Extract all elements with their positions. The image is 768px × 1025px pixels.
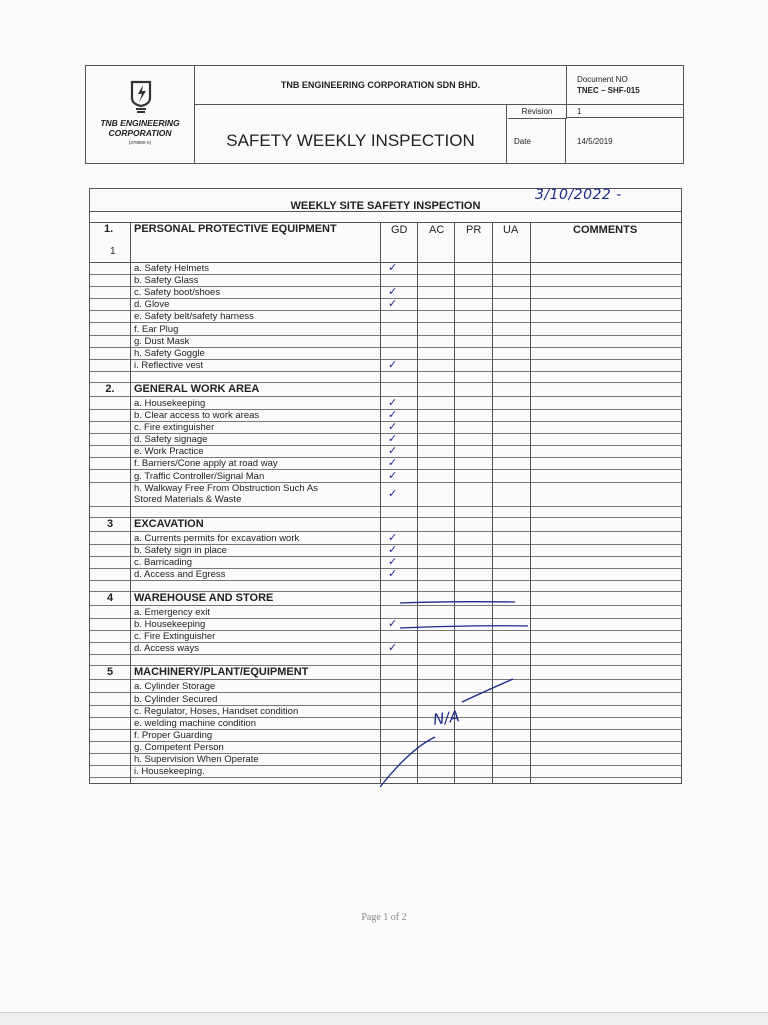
logo-registration: (378960-X) <box>128 140 152 145</box>
section-title: WAREHOUSE AND STORE <box>134 592 274 604</box>
item-label: d. Access ways <box>134 643 199 655</box>
item-label: c. Fire extinguisher <box>134 422 215 434</box>
item-label: g. Traffic Controller/Signal Man <box>134 470 265 482</box>
column-header-row <box>90 222 681 263</box>
item-label: f. Barriers/Cone apply at road way <box>134 458 278 470</box>
section-title: EXCAVATION <box>134 517 204 530</box>
gd-check-mark: ✓ <box>388 542 398 556</box>
item-label: e. welding machine condition <box>134 717 256 729</box>
gd-check-mark: ✓ <box>388 530 398 544</box>
item-label: b. Housekeeping <box>134 619 206 631</box>
separator-row <box>90 506 681 518</box>
item-label: a. Emergency exit <box>134 607 211 618</box>
company-name: TNB ENGINEERING CORPORATION SDN BHD. <box>195 66 567 105</box>
item-label: d. Safety signage <box>134 434 208 446</box>
table-row <box>90 482 681 507</box>
revision-value: 1 <box>567 105 683 118</box>
gd-check-mark: ✓ <box>388 261 398 274</box>
item-label: a. Safety Helmets <box>134 263 209 274</box>
column-comments: COMMENTS <box>573 224 638 236</box>
company-logo <box>86 66 195 163</box>
gd-check-mark: ✓ <box>388 395 398 409</box>
na-handwritten-mark: N/A <box>431 707 461 729</box>
revision-label: Revision <box>508 105 567 119</box>
item-label: d. Glove <box>134 299 170 311</box>
item-label: b. Safety sign in place <box>134 544 227 556</box>
section-header-row <box>90 383 681 397</box>
item-label: a. Currents permits for excavation work <box>134 532 300 544</box>
gd-check-mark: ✓ <box>388 408 398 421</box>
column-divider <box>530 222 531 783</box>
page-edge <box>0 1012 768 1025</box>
item-label: g. Competent Person <box>134 741 224 753</box>
document-header <box>85 65 684 164</box>
gd-check-mark: ✓ <box>388 297 398 311</box>
date-label: Date <box>508 119 566 163</box>
gd-check-mark: ✓ <box>388 486 398 500</box>
section-number: 4 <box>106 592 114 604</box>
section-number-header: 1. <box>104 223 114 235</box>
table-row <box>90 765 681 778</box>
item-label-continued: Stored Materials & Waste <box>134 493 242 505</box>
column-divider <box>417 222 418 783</box>
section-number: 2. <box>105 382 115 395</box>
gd-check-mark: ✓ <box>388 554 398 568</box>
section-sub-number: 1 <box>110 246 116 257</box>
separator-row <box>90 654 681 666</box>
gd-check-mark: ✓ <box>388 468 398 482</box>
section-title: MACHINERY/PLANT/EQUIPMENT <box>134 666 309 679</box>
document-title: SAFETY WEEKLY INSPECTION <box>195 105 507 163</box>
document-number-label: Document NO <box>577 75 628 84</box>
item-label: e. Safety belt/safety harness <box>134 311 254 323</box>
page-number: Page 1 of 2 <box>361 912 407 923</box>
column-ua: UA <box>503 224 519 236</box>
item-label: b. Cylinder Secured <box>134 693 218 705</box>
item-label: f. Ear Plug <box>134 323 179 335</box>
item-label: h. Walkway Free From Obstruction Such As <box>134 482 318 494</box>
column-divider <box>130 222 131 783</box>
gd-check-mark: ✓ <box>388 566 398 580</box>
table-title: WEEKLY SITE SAFETY INSPECTION <box>90 189 681 212</box>
gd-check-mark: ✓ <box>388 357 398 371</box>
item-label: c. Barricading <box>134 556 193 568</box>
logo-text: TNB ENGINEERING CORPORATION <box>100 118 180 138</box>
item-label: g. Dust Mask <box>134 335 190 347</box>
gd-check-mark: ✓ <box>388 641 398 655</box>
item-label: c. Fire Extinguisher <box>134 631 216 643</box>
gd-check-mark: ✓ <box>388 432 398 446</box>
tnb-logo-icon <box>128 80 154 114</box>
section-title: GENERAL WORK AREA <box>134 382 260 395</box>
section-number: 3 <box>106 517 114 530</box>
item-label: f. Proper Guarding <box>134 729 213 741</box>
separator-row <box>90 371 681 383</box>
gd-check-mark: ✓ <box>388 420 398 434</box>
item-label: a. Cylinder Storage <box>134 681 216 693</box>
column-divider <box>492 222 493 783</box>
gd-check-mark: ✓ <box>388 617 398 631</box>
column-ac: AC <box>429 224 445 236</box>
section-header-row <box>90 592 681 606</box>
column-pr: PR <box>466 224 482 236</box>
item-label: a. Housekeeping <box>134 397 206 409</box>
gd-check-mark: ✓ <box>388 285 398 299</box>
item-label: c. Regulator, Hoses, Handset condition <box>134 705 299 717</box>
item-label: i. Housekeeping. <box>134 766 205 778</box>
item-label: e. Work Practice <box>134 446 204 458</box>
item-label: b. Safety Glass <box>134 275 199 287</box>
handwritten-date: 3/10/2022 - <box>535 187 622 203</box>
section-title: PERSONAL PROTECTIVE EQUIPMENT <box>134 223 337 235</box>
column-divider <box>380 222 381 783</box>
section-header-row <box>90 518 681 532</box>
gd-check-mark: ✓ <box>388 456 398 470</box>
separator-row <box>90 580 681 592</box>
gd-check-mark: ✓ <box>388 444 398 458</box>
date-value: 14/5/2019 <box>577 136 613 146</box>
item-label: h. Safety Goggle <box>134 347 205 359</box>
column-gd: GD <box>391 224 408 236</box>
column-divider <box>454 222 455 783</box>
section-header-row <box>90 666 681 680</box>
item-label: d. Access and Egress <box>134 568 226 580</box>
item-label: h. Supervision When Operate <box>134 754 259 765</box>
item-label: c. Safety boot/shoes <box>134 287 221 299</box>
inspection-table <box>89 188 682 784</box>
item-label: i. Reflective vest <box>134 359 204 371</box>
section-number: 5 <box>106 666 114 679</box>
document-number: TNEC – SHF-015 <box>577 86 640 95</box>
item-label: b. Clear access to work areas <box>134 410 260 421</box>
document-number-cell <box>567 66 683 105</box>
